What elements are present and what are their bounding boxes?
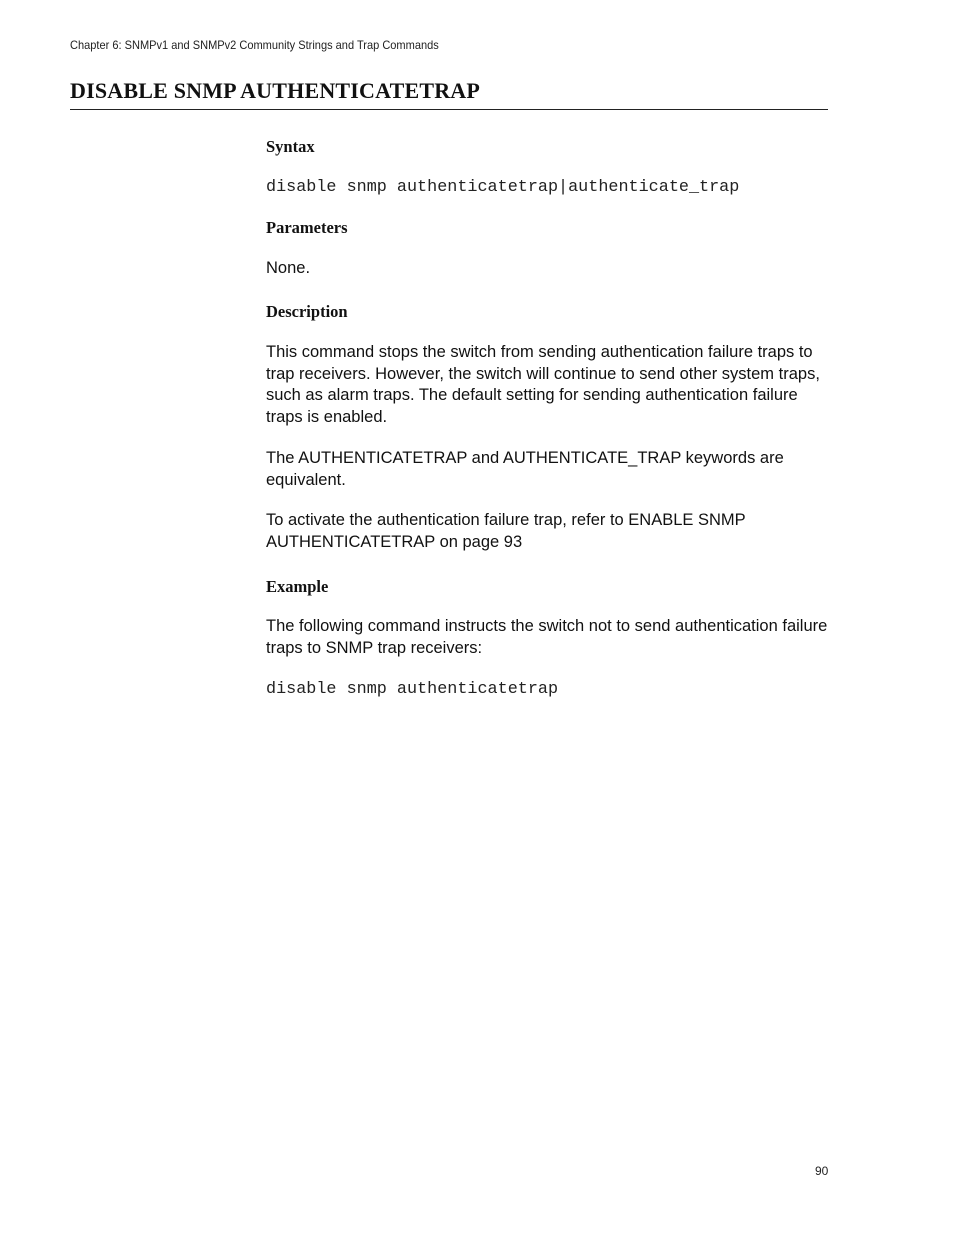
title-rule bbox=[70, 109, 828, 110]
parameters-heading: Parameters bbox=[266, 218, 348, 237]
description-heading: Description bbox=[266, 302, 348, 321]
description-paragraph-2: The AUTHENTICATETRAP and AUTHENTICATE_TRAP keywords are equivalent. bbox=[266, 449, 784, 489]
syntax-command: disable snmp authenticatetrap|authenticate_trap bbox=[266, 178, 740, 197]
description-paragraph-1: This command stops the switch from sending authentication failure traps to trap receivers. However, the switch will continue to send other system traps, such as alarm traps. The default setting for sending authentication failure traps is enabled. bbox=[266, 343, 820, 427]
running-header: Chapter 6: SNMPv1 and SNMPv2 Community Strings and Trap Commands bbox=[70, 38, 439, 52]
example-text: The following command instructs the switch not to send authentication failure traps to SNMP trap receivers: bbox=[266, 617, 828, 657]
syntax-heading: Syntax bbox=[266, 137, 315, 156]
parameters-text: None. bbox=[266, 259, 311, 277]
example-command: disable snmp authenticatetrap bbox=[266, 680, 559, 699]
page-title: DISABLE SNMP AUTHENTICATETRAP bbox=[70, 78, 481, 103]
example-heading: Example bbox=[266, 577, 329, 596]
description-paragraph-3: To activate the authentication failure trap, refer to ENABLE SNMP AUTHENTICATETRAP on page 93 bbox=[266, 511, 746, 551]
page-number: 90 bbox=[815, 1164, 829, 1178]
